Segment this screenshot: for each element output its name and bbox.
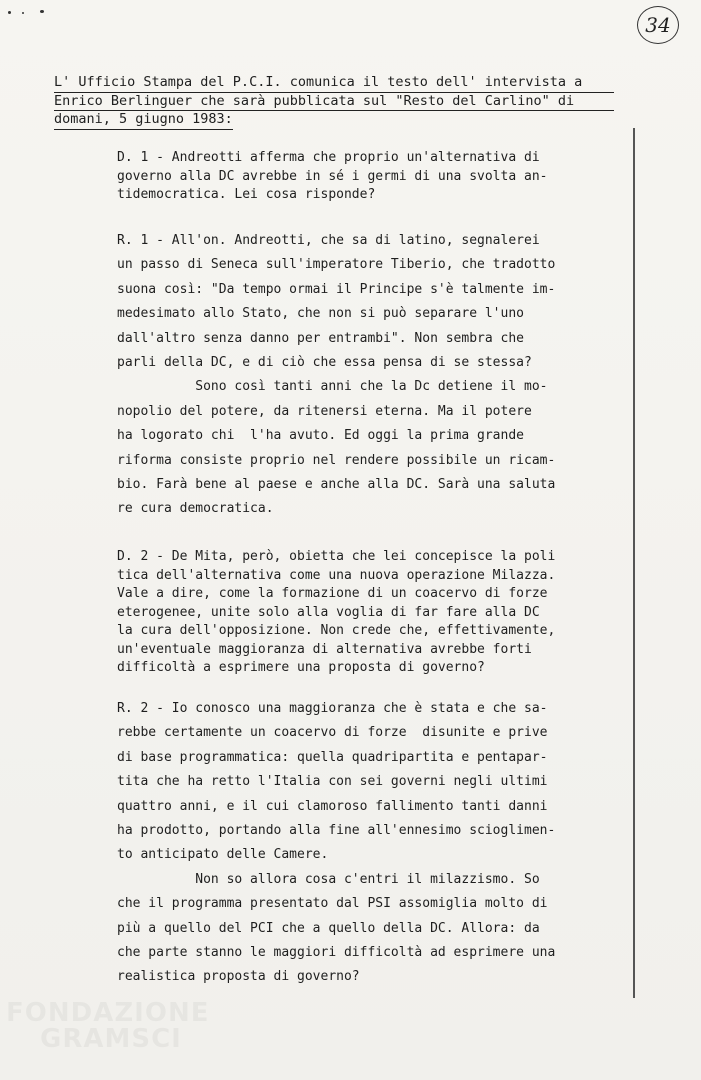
answer-2	[117, 697, 592, 990]
question-2	[117, 548, 592, 678]
answer-1-line: nopolio del potere, da ritenersi eterna. Ma il potere	[117, 403, 532, 419]
question-1-line: governo alla DC avrebbe in sé i germi di una svolta an-	[117, 168, 548, 184]
watermark-line	[6, 1026, 209, 1052]
answer-2-line: R. 2 - Io conosco una maggioranza che è stata e che sa-	[117, 701, 548, 716]
answer-2-line: Non so allora cosa c'entri il milazzismo. So	[117, 871, 540, 887]
scan-speck	[22, 12, 24, 14]
answer-1-line: parli della DC, e di ciò che essa pensa di se stessa?	[117, 355, 532, 371]
question-2-line: tica dell'alternativa come una nuova operazione Milazza.	[117, 567, 556, 583]
question-1	[117, 149, 592, 205]
question-2-line: un'eventuale maggioranza di alternativa avrebbe forti	[117, 641, 532, 657]
question-2-line: D. 2 - De Mita, però, obietta che lei concepisce la poli	[117, 549, 556, 564]
answer-2-line: che il programma presentato dal PSI assomiglia molto di	[117, 896, 548, 912]
answer-2-line: quattro anni, e il cui clamoroso fallimento tanti danni	[117, 798, 548, 814]
answer-2-line: ha prodotto, portando alla fine all'ennesimo scioglimen-	[117, 823, 556, 839]
watermark-line	[6, 1000, 209, 1026]
answer-2-line: realistica proposta di governo?	[117, 969, 360, 985]
answer-2-line: rebbe certamente un coacervo di forze disunite e prive	[117, 725, 548, 741]
answer-2-line: di base programmatica: quella quadripartita e pentapar-	[117, 749, 548, 765]
scan-speck	[8, 11, 11, 14]
answer-1-line: un passo di Seneca sull'imperatore Tiberio, che tradotto	[117, 257, 556, 273]
answer-2-line: che parte stanno le maggiori difficoltà ad esprimere una	[117, 945, 556, 961]
answer-1-line: dall'altro senza danno per entrambi". Non sembra che	[117, 330, 524, 346]
header-line: domani, 5 giugno 1983:	[54, 111, 233, 130]
answer-1-line: Sono così tanti anni che la Dc detiene il mo-	[117, 379, 548, 395]
header-line: Enrico Berlinguer che sarà pubblicata sul "Resto del Carlino" di	[54, 93, 614, 112]
question-2-line: Vale a dire, come la formazione di un coacervo di forze	[117, 586, 548, 601]
header-line: L' Ufficio Stampa del P.C.I. comunica il testo dell' intervista a	[54, 74, 614, 93]
question-2-line: difficoltà a esprimere una proposta di governo?	[117, 660, 485, 675]
answer-2-line: tita che ha retto l'Italia con sei governi negli ultimi	[117, 774, 548, 790]
answer-1-line: R. 1 - All'on. Andreotti, che sa di latino, segnalerei	[117, 233, 540, 248]
answer-1-line: re cura democratica.	[117, 501, 274, 517]
answer-2-line: più a quello del PCI che a quello della DC. Allora: da	[117, 920, 540, 936]
margin-line	[633, 128, 635, 998]
answer-1-line: ha logorato chi l'ha avuto. Ed oggi la prima grande	[117, 428, 524, 444]
press-office-header	[54, 74, 614, 130]
answer-1-line: bio. Farà bene al paese e anche alla DC. Sarà una saluta	[117, 477, 556, 493]
scan-speck	[40, 10, 44, 13]
archive-watermark	[6, 1000, 209, 1052]
question-1-line: D. 1 - Andreotti afferma che proprio un'alternativa di	[117, 150, 540, 165]
answer-1-line: suona così: "Da tempo ormai il Principe s'è talmente im-	[117, 281, 556, 297]
answer-1-line: riforma consiste proprio nel rendere possibile un ricam-	[117, 452, 556, 468]
question-2-line: la cura dell'opposizione. Non crede che, effettivamente,	[117, 623, 556, 638]
question-2-line: eterogenee, unite solo alla voglia di far fare alla DC	[117, 604, 540, 620]
answer-2-line: to anticipato delle Camere.	[117, 847, 329, 863]
answer-1-line: medesimato allo Stato, che non si può separare l'uno	[117, 306, 524, 322]
answer-1	[117, 229, 592, 522]
page-number: 34	[637, 6, 679, 44]
question-1-line: tidemocratica. Lei cosa risponde?	[117, 187, 376, 202]
